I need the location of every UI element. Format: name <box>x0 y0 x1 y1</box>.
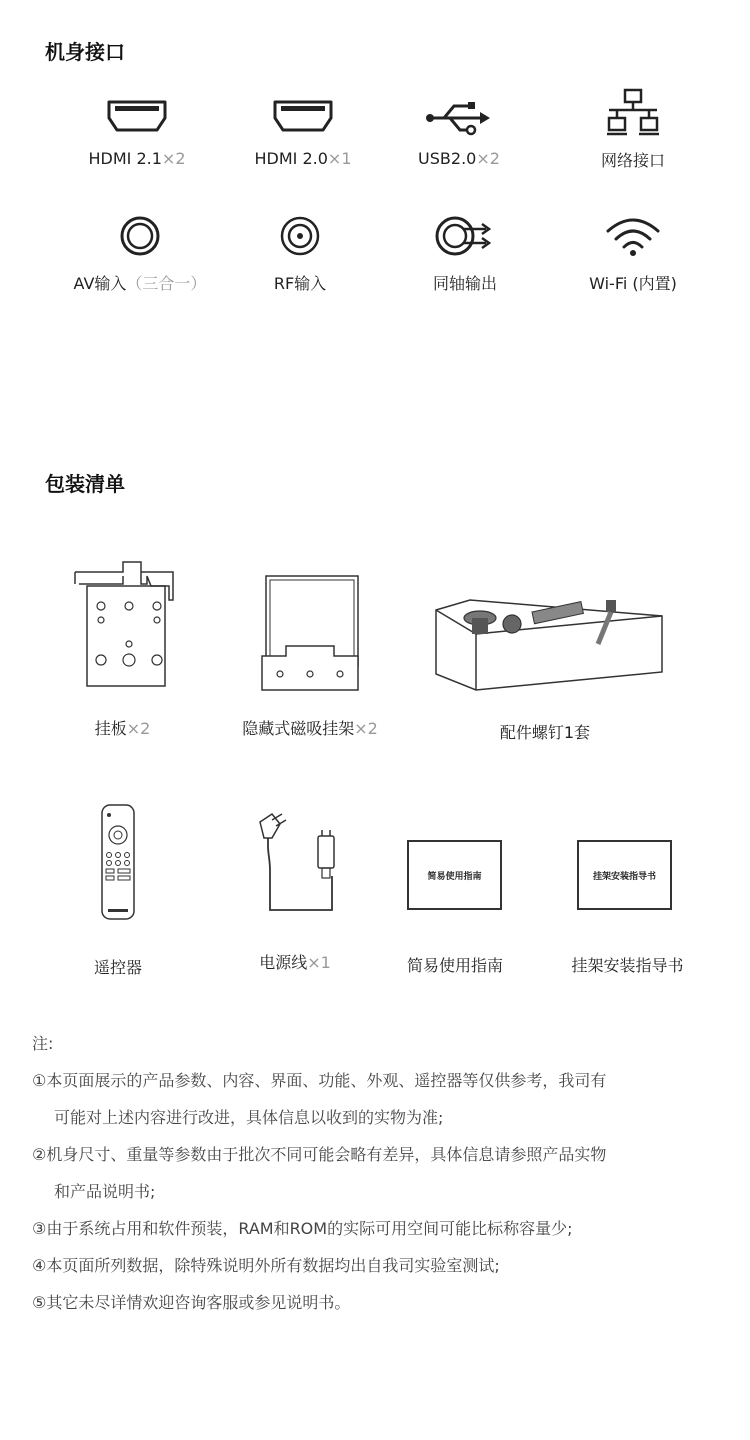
notes-heading: 注: <box>32 1034 54 1053</box>
package-item-screws: 配件螺钉1套 <box>425 580 665 743</box>
notes-block <box>32 1025 732 1321</box>
manual-icon: 挂架安装指导书 <box>577 840 672 910</box>
port-rf-input: RF输入 <box>245 215 355 294</box>
note-line: 和产品说明书; <box>54 1182 156 1201</box>
port-usb: USB2.0×2 <box>404 98 514 168</box>
package-item-power-cord: 电源线×1 <box>240 810 350 973</box>
screw-box-icon <box>428 580 663 692</box>
package-section-title: 包装清单 <box>45 472 125 496</box>
port-hdmi21: HDMI 2.1×2 <box>82 98 192 168</box>
note-line: ②机身尺寸、重量等参数由于批次不同可能会略有差异，具体信息请参照产品实物 <box>32 1145 607 1164</box>
power-cord-icon <box>250 810 340 916</box>
note-line: ①本页面展示的产品参数、内容、界面、功能、外观、遥控器等仅供参考，我司有 <box>32 1071 607 1090</box>
package-item-quick-guide: 简易使用指南 简易使用指南 <box>395 840 515 980</box>
port-hdmi20: HDMI 2.0×1 <box>248 98 358 168</box>
note-line: ④本页面所列数据，除特殊说明外所有数据均出自我司实验室测试; <box>32 1256 500 1275</box>
port-ethernet: 网络接口 <box>578 88 688 171</box>
remote-control-icon <box>98 803 138 921</box>
hdmi-icon <box>105 98 169 136</box>
package-item-bracket-guide: 挂架安装指导书 挂架安装指导书 <box>560 840 695 980</box>
port-av-input: AV输入（三合一） <box>60 215 220 294</box>
package-item-wall-plate: 挂板×2 <box>55 560 190 739</box>
note-line: 可能对上述内容进行改进，具体信息以收到的实物为准; <box>54 1108 444 1127</box>
rf-input-icon <box>279 215 321 257</box>
hdmi-icon <box>271 98 335 136</box>
note-line: ③由于系统占用和软件预装，RAM和ROM的实际可用空间可能比标称容量少; <box>32 1219 573 1238</box>
coaxial-output-icon <box>434 215 496 257</box>
magnetic-bracket-icon <box>256 570 364 692</box>
package-item-magnetic-bracket: 隐藏式磁吸挂架×2 <box>220 570 400 739</box>
note-line: ⑤其它未尽详情欢迎咨询客服或参见说明书。 <box>32 1293 351 1312</box>
ports-section-title: 机身接口 <box>45 40 125 64</box>
usb-icon <box>424 98 494 136</box>
wall-plate-icon <box>65 560 180 692</box>
port-coaxial-output: 同轴输出 <box>405 215 525 294</box>
manual-icon: 简易使用指南 <box>407 840 502 910</box>
av-input-icon <box>119 215 161 257</box>
port-wifi: Wi-Fi (内置) <box>568 215 698 294</box>
ethernet-icon <box>605 88 661 136</box>
package-item-remote: 遥控器 <box>68 803 168 978</box>
wifi-icon <box>604 215 662 257</box>
